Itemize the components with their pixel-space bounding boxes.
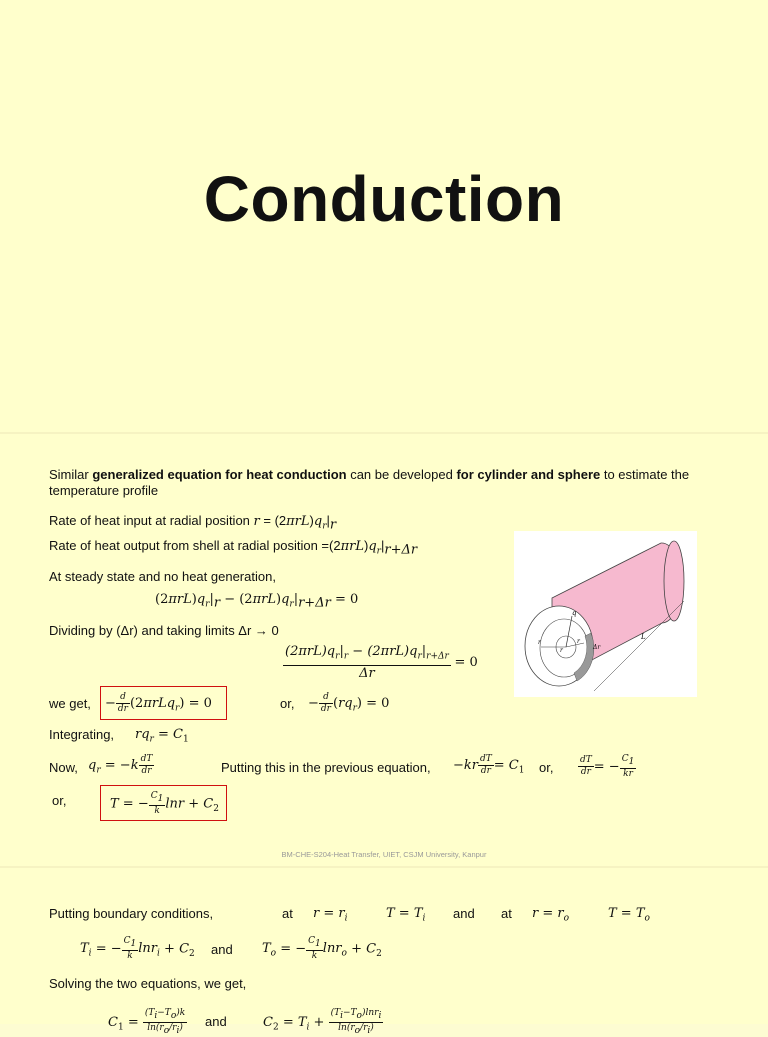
bc-t-outer: $T = T_o$	[608, 906, 650, 924]
fig-label-r: r	[577, 638, 580, 645]
bc-r-outer: $r = r_o$	[532, 906, 570, 924]
rate-input-line: Rate of heat input at radial position $r = (2\pi rL)q_r|_r$	[49, 513, 337, 533]
or-label-3: or,	[52, 793, 67, 808]
to-equation: $T_o$ = − $\frac{C_1}{k}$ $\ln r_o + C_2$	[262, 936, 382, 961]
integrating-equation: $rq_r = C_1$	[135, 727, 189, 745]
and-label-2: and	[211, 942, 233, 957]
intro-line-2: temperature profile	[49, 483, 159, 498]
diff-equation-simplified: − $\frac{d}{dr}$ $(rq_r) = 0$	[308, 692, 390, 714]
rate-output-line: Rate of heat output from shell at radial position $=(2\pi rL)q_r|_{r+\Delta r}$	[49, 538, 418, 558]
bc-t-inner: $T = T_i$	[386, 906, 426, 924]
solving-label: Solving the two equations, we get,	[49, 976, 247, 991]
derivation-slide	[0, 434, 768, 866]
putting-label: Putting this in the previous equation,	[221, 760, 431, 775]
boundary-conditions-slide	[0, 868, 768, 1036]
balance-equation: $(2\pi rL)q_r|_r - (2\pi rL)q_r|_{r+\Delta r} = 0$	[155, 592, 359, 611]
temperature-profile: T = − $\frac{C_1}{k}$ $\ln r + C_2$	[110, 791, 219, 816]
dividing-text: Dividing by (Δr) and taking limits Δr → 0	[49, 623, 279, 638]
intro-line-1: Similar generalized equation for heat conduction can be developed for cylinder and sphere to estimate the	[49, 467, 690, 482]
steady-state-text: At steady state and no heat generation,	[49, 569, 276, 584]
bc-r-inner: $r = r_i$	[313, 906, 348, 924]
fig-label-L: L	[641, 633, 646, 641]
we-get-label: we get,	[49, 696, 91, 711]
fig-label-ro: r	[538, 639, 541, 646]
diff-equation: − $\frac{d}{dr}$ (2πrLq$_r$) = 0	[105, 692, 212, 714]
fig-label-q: q	[572, 609, 577, 617]
substituted-equation: −kr $\frac{dT}{dr}$ = $C_1$	[453, 754, 525, 776]
at-label-1: at	[282, 906, 293, 921]
cylinder-shell-figure	[514, 531, 697, 697]
ti-equation: $T_i$ = − $\frac{C_1}{k}$ $\ln r_i + C_2$	[80, 936, 195, 961]
now-label: Now,	[49, 760, 78, 775]
slide-title: Conduction	[203, 163, 565, 235]
or-label-2: or,	[539, 760, 554, 775]
c2-solution: $C_2 = T_i$ + $\frac{(T_i-T_o)\ln r_i}{\ln(r_o/r_i)}$	[263, 1008, 382, 1036]
title-slide	[0, 0, 768, 432]
or-label-1: or,	[280, 696, 295, 711]
fig-label-ri: r	[560, 647, 563, 654]
putting-bc-label: Putting boundary conditions,	[49, 906, 214, 921]
at-label-2: at	[501, 906, 512, 921]
fourier-law: $q_r = -k$ $\frac{dT}{dr}$	[88, 754, 153, 776]
integrating-label: Integrating,	[49, 727, 115, 742]
and-label-1: and	[453, 906, 475, 921]
fig-label-dr: Δr	[593, 644, 601, 651]
gradient-equation: $\frac{dT}{dr}$ = − $\frac{C_1}{kr}$	[580, 754, 635, 779]
limit-equation: $\frac{(2\pi rL)q_r|_r - (2\pi rL)q_r|_{r+\Delta r}}{\Delta r}$ = 0	[285, 644, 478, 681]
and-label-3: and	[205, 1014, 227, 1029]
slide-footer: BM-CHE-S204-Heat Transfer, UIET, CSJM University, Kanpur	[281, 850, 487, 859]
c1-solution: $C_1$ = $\frac{(T_i-T_o)k}{\ln(r_o/r_i)}$	[108, 1008, 186, 1036]
cylinder-diagram	[514, 531, 697, 697]
